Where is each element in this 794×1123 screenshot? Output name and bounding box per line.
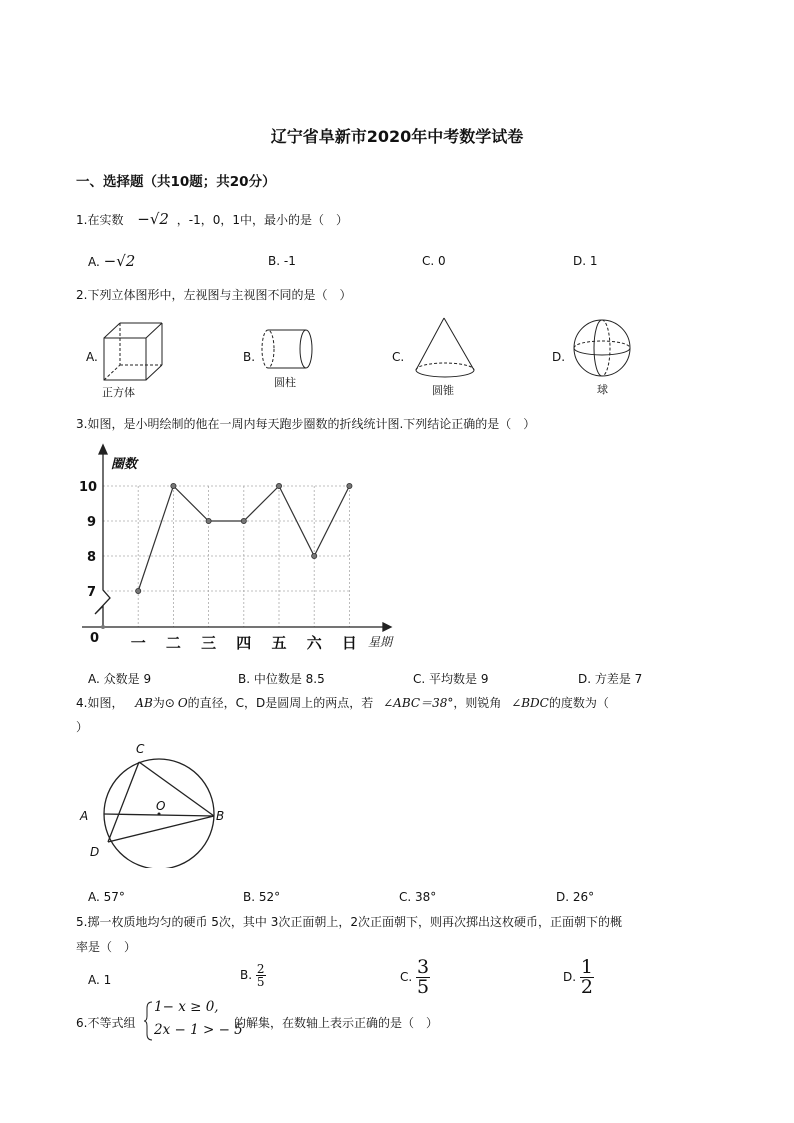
fraction-denominator: 5 xyxy=(417,976,430,998)
question-5-stem-line2: 率是（ ） xyxy=(76,940,137,954)
cone-figure xyxy=(410,314,482,400)
q5-option-c-fraction xyxy=(416,958,430,997)
chart-data-point xyxy=(347,483,352,488)
q4-stem-part2: 为⊙ xyxy=(152,696,175,710)
fig-label-b: B xyxy=(216,809,225,823)
question-3-stem: 3.如图，是小明绘制的他在一周内每天跑步圈数的折线统计图.下列结论正确的是（ ） xyxy=(76,417,536,431)
q2-option-a-label[interactable]: A. xyxy=(86,350,98,364)
question-4-stem xyxy=(76,694,609,711)
question-6-stem-start: 6.不等式组 xyxy=(76,1016,136,1030)
q3-option-c[interactable]: C. 平均数是 9 xyxy=(413,672,489,686)
inequality-1: 1− x ≥ 0, xyxy=(154,999,219,1015)
chart-data-point xyxy=(276,483,281,488)
chart-xlabel: 星期 xyxy=(368,635,393,649)
q5-option-d[interactable] xyxy=(563,958,594,997)
q2-caption-cone: 圆锥 xyxy=(432,384,454,397)
fraction-numerator: 1 xyxy=(580,956,593,978)
fraction-denominator: 2 xyxy=(580,976,593,998)
q5-option-b-label: B. xyxy=(240,968,253,982)
fig-label-c: C xyxy=(136,742,145,756)
q4-angle-abc: ∠ABC＝38° xyxy=(383,696,454,710)
q1-option-d[interactable]: D. 1 xyxy=(573,254,598,268)
chart-data-point xyxy=(312,553,317,558)
chart-x-tick-label: 一 xyxy=(130,634,146,652)
q1-option-a-label: A. xyxy=(88,255,100,269)
q2-caption-sphere: 球 xyxy=(597,383,608,396)
q1-option-b[interactable]: B. -1 xyxy=(268,254,296,268)
fig-label-a: A xyxy=(80,809,89,823)
q5-option-d-label: D. xyxy=(563,970,577,984)
q5-option-d-fraction xyxy=(580,958,594,997)
q5-option-c[interactable] xyxy=(400,958,430,997)
chart-data-point xyxy=(171,483,176,488)
q2-caption-cube: 正方体 xyxy=(102,386,135,399)
q1-option-a[interactable] xyxy=(88,252,135,270)
q2-option-c-label[interactable]: C. xyxy=(392,350,405,364)
fig-label-d: D xyxy=(90,845,100,859)
section-heading: 一、选择题（共10题；共20分） xyxy=(76,174,276,190)
q3-option-b[interactable]: B. 中位数是 8.5 xyxy=(238,672,325,686)
fig-label-o: O xyxy=(156,799,166,813)
chart-data-point xyxy=(136,588,141,593)
q1-option-c[interactable]: C. 0 xyxy=(422,254,446,268)
q5-option-b-fraction xyxy=(256,963,266,988)
q4-option-d[interactable]: D. 26° xyxy=(556,890,595,904)
q4-stem-part4: ，则锐角 xyxy=(453,696,502,710)
q4-stem-close: ） xyxy=(76,720,89,734)
q4-option-a[interactable]: A. 57° xyxy=(88,890,125,904)
chart-data-point xyxy=(241,518,246,523)
q2-option-b-label[interactable]: B. xyxy=(243,350,256,364)
chart-x-tick-label: 二 xyxy=(165,634,181,652)
chart-x-tick-label: 日 xyxy=(341,634,357,652)
q2-option-d-label[interactable]: D. xyxy=(552,350,566,364)
q1-option-a-value: −√2 xyxy=(103,252,136,270)
q4-stem-part5: 的度数为（ xyxy=(548,696,609,710)
q1-stem-start: 1.在实数 xyxy=(76,213,124,227)
q4-angle-bdc: ∠BDC xyxy=(511,696,549,710)
q5-option-a[interactable]: A. 1 xyxy=(88,973,112,987)
q1-neg-sqrt: −√2 xyxy=(137,210,169,228)
chart-origin-point xyxy=(101,625,105,629)
circle-figure xyxy=(76,738,236,868)
fraction-numerator: 3 xyxy=(417,956,430,978)
cylinder-figure xyxy=(258,324,322,394)
chart-x-tick-label: 四 xyxy=(236,634,252,652)
q4-ab: AB xyxy=(135,696,153,710)
q5-option-c-label: C. xyxy=(400,970,413,984)
paper-title: 辽宁省阜新市2020年中考数学试卷 xyxy=(270,127,524,146)
q3-option-d[interactable]: D. 方差是 7 xyxy=(578,672,643,686)
line-chart xyxy=(78,442,408,660)
q5-option-b[interactable] xyxy=(240,963,266,988)
chart-data-point xyxy=(206,518,211,523)
chart-x-tick-label: 五 xyxy=(271,634,287,652)
chart-y-tick-label: 8 xyxy=(87,550,97,565)
sphere-figure xyxy=(570,318,636,398)
fraction-numerator: 2 xyxy=(256,962,265,976)
q2-caption-cylinder: 圆柱 xyxy=(274,376,296,389)
chart-y-tick-label: 7 xyxy=(87,585,97,600)
chart-y-tick-label: 10 xyxy=(79,480,98,495)
q4-stem-part1: 4.如图， xyxy=(76,696,124,710)
system-brace xyxy=(144,1000,154,1042)
q4-option-b[interactable]: B. 52° xyxy=(243,890,281,904)
q3-option-a[interactable]: A. 众数是 9 xyxy=(88,672,152,686)
q4-stem-part3: 的直径，C，D是圆周上的两点，若 xyxy=(187,696,374,710)
question-1-stem xyxy=(76,210,348,228)
chart-ylabel: 圈数 xyxy=(111,457,138,472)
chart-x-tick-label: 三 xyxy=(201,634,217,652)
chart-origin-label: 0 xyxy=(90,631,100,646)
chart-y-tick-label: 9 xyxy=(87,515,97,530)
q4-option-c[interactable]: C. 38° xyxy=(399,890,437,904)
fraction-denominator: 5 xyxy=(256,975,265,989)
question-6-stem-end: 的解集，在数轴上表示正确的是（ ） xyxy=(234,1016,439,1030)
inequality-2: 2x − 1 > − 5 xyxy=(154,1022,243,1038)
q1-stem-end: ，-1，0，1中，最小的是（ ） xyxy=(176,213,349,227)
cube-figure xyxy=(100,318,170,400)
question-2-stem: 2.下列立体图形中，左视图与主视图不同的是（ ） xyxy=(76,288,352,302)
chart-x-tick-label: 六 xyxy=(306,634,322,652)
question-5-stem-line1: 5.掷一枚质地均匀的硬币 5次，其中 3次正面朝上，2次正面朝下，则再次掷出这枚硬币，正面朝下的概 xyxy=(76,915,622,929)
q4-o: O xyxy=(177,696,188,710)
